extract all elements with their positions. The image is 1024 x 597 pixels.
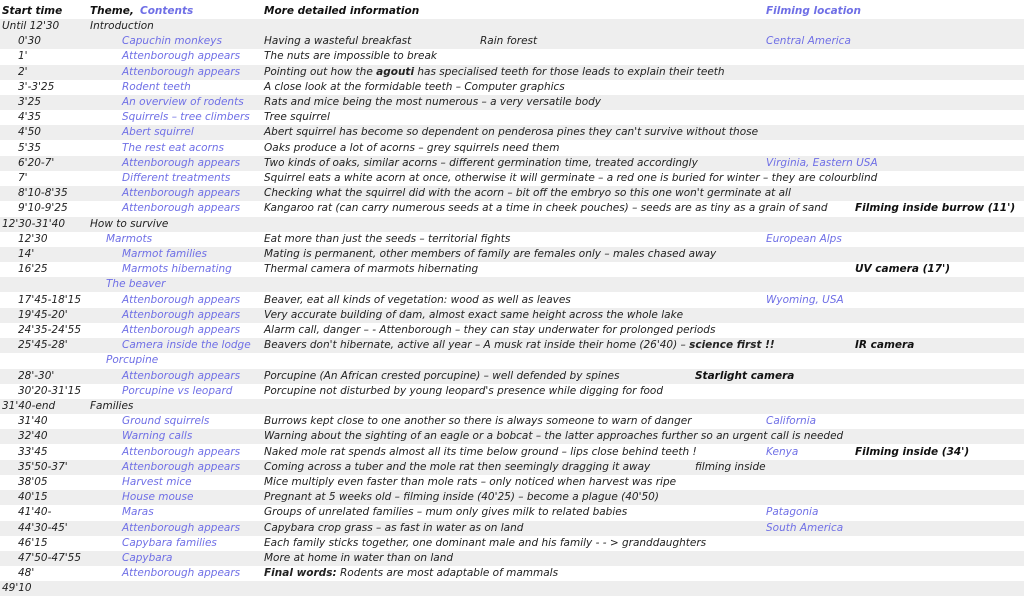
theme-cell: Attenborough appears	[122, 156, 241, 169]
theme-cell: Capuchin monkeys	[122, 35, 222, 48]
info-cell: Beaver, eat all kinds of vegetation: wood as well as leaves	[264, 293, 571, 306]
header-info: More detailed information	[264, 5, 420, 17]
table-row	[0, 49, 1024, 64]
info-text: Beavers don't hibernate, active all year – A musk rat inside their home (26'40) –	[264, 339, 690, 352]
start-time: 44'30-45'	[18, 521, 68, 534]
theme-cell: Capybara	[122, 552, 173, 564]
info-cell: Abert squirrel has become so dependent on penderosa pines they can't survive without those	[264, 126, 759, 139]
extra-note: Filming inside (34')	[855, 445, 970, 458]
theme-cell: Marmots hibernating	[122, 263, 232, 276]
info-cell: Coming across a tuber and the mole rat then seemingly dragging it away	[264, 460, 651, 473]
theme-cell: Marmots	[106, 232, 153, 245]
theme-cell: House mouse	[122, 491, 194, 504]
start-time: 33'45	[18, 445, 48, 458]
filming-location: Virginia, Eastern USA	[766, 156, 878, 169]
start-time: 30'20-31'15	[18, 384, 82, 397]
table-row	[0, 65, 1024, 80]
theme-cell: Harvest mice	[122, 476, 192, 488]
section-title: Families	[90, 400, 134, 412]
info-text: has specialised teeth for those leads to explain their teeth	[414, 65, 725, 78]
start-time: 38'05	[18, 476, 48, 488]
start-time: 8'10-8'35	[18, 187, 68, 200]
info-cell: Porcupine (An African crested porcupine) – well defended by spines	[264, 369, 620, 382]
table-row	[0, 110, 1024, 125]
info-cell: Oaks produce a lot of acorns – grey squirrels need them	[264, 141, 560, 154]
table-row	[0, 566, 1024, 581]
theme-cell: Maras	[122, 506, 154, 519]
table-row	[0, 277, 1024, 292]
theme-cell: Squirrels – tree climbers	[122, 111, 250, 124]
start-time: 5'35	[18, 141, 41, 154]
table-row	[0, 156, 1024, 171]
filming-location: Central America	[766, 35, 851, 48]
info-cell	[264, 66, 725, 79]
section-title: How to survive	[90, 217, 169, 230]
extra-note: IR camera	[855, 339, 915, 352]
theme-cell: Porcupine vs leopard	[122, 384, 233, 397]
theme-cell: Attenborough appears	[122, 369, 241, 382]
table-row	[0, 384, 1024, 399]
table-row	[0, 80, 1024, 95]
start-time: 28'-30'	[18, 369, 55, 382]
table-row	[0, 505, 1024, 520]
table-row	[0, 34, 1024, 49]
start-time: 12'30	[18, 232, 48, 245]
info-cell: Tree squirrel	[264, 111, 330, 124]
info-cell: Mating is permanent, other members of family are females only – males chased away	[264, 248, 717, 260]
table-row	[0, 95, 1024, 110]
start-time: 47'50-47'55	[18, 552, 82, 564]
start-time: 31'40	[18, 415, 48, 428]
table-row	[0, 353, 1024, 368]
start-time: 31'40-end	[2, 400, 56, 412]
start-time: 12'30-31'40	[2, 217, 66, 230]
info-cell: Alarm call, danger – - Attenborough – they can stay underwater for prolonged periods	[264, 324, 716, 336]
info-cell: Squirrel eats a white acorn at once, otherwise it will germinate – a red one is buried for winter – they are colourblind	[264, 172, 878, 184]
header-contents: Contents	[140, 5, 194, 17]
extra-note: filming inside	[695, 460, 766, 473]
start-time: 3'25	[18, 96, 41, 108]
info-cell: The nuts are impossible to break	[264, 50, 437, 63]
start-time: 4'35	[18, 111, 41, 124]
info-text: Pointing out how the	[264, 65, 377, 78]
info-cell: Each family sticks together, one dominant male and his family - - > granddaughters	[264, 536, 707, 549]
filming-location: Patagonia	[766, 506, 819, 519]
info-cell	[264, 567, 558, 580]
start-time: 16'25	[18, 263, 48, 276]
info-cell: Porcupine not disturbed by young leopard's presence while digging for food	[264, 384, 664, 397]
info-cell: Rats and mice being the most numerous – a very versatile body	[264, 96, 602, 108]
start-time: 48'	[18, 567, 35, 580]
filming-location: California	[766, 415, 817, 428]
start-time: 24'35-24'55	[18, 324, 82, 336]
start-time: 25'45-28'	[18, 339, 68, 352]
info-cell: Burrows kept close to one another so there is always someone to warn of danger	[264, 415, 692, 428]
filming-location: South America	[766, 521, 844, 534]
theme-cell: Ground squirrels	[122, 415, 210, 428]
info-cell: Warning about the sighting of an eagle or a bobcat – the latter approaches further so an urgent call is needed	[264, 430, 844, 443]
start-time: 17'45-18'15	[18, 293, 82, 306]
info-cell: Thermal camera of marmots hibernating	[264, 263, 479, 276]
theme-cell: Rodent teeth	[122, 80, 191, 93]
theme-cell: Warning calls	[122, 430, 193, 443]
header-location: Filming location	[766, 5, 861, 17]
theme-cell: Attenborough appears	[122, 65, 241, 78]
table-row	[0, 581, 1024, 596]
table-row	[0, 414, 1024, 429]
start-time: 35'50-37'	[18, 460, 68, 473]
theme-cell: Attenborough appears	[122, 50, 241, 63]
table-row	[0, 338, 1024, 353]
start-time: 2'	[18, 65, 28, 78]
info-cell	[264, 339, 775, 352]
info-cell: Pregnant at 5 weeks old – filming inside (40'25) – become a plague (40'50)	[264, 491, 659, 504]
info-cell: Checking what the squirrel did with the acorn – bit off the embryo so this one won't germinate at all	[264, 187, 791, 200]
section-title: Introduction	[90, 20, 154, 32]
info-emphasis: science first !!	[689, 339, 775, 352]
theme-cell: Attenborough appears	[122, 567, 241, 580]
theme-cell: Attenborough appears	[122, 293, 241, 306]
table-row	[0, 521, 1024, 536]
start-time: 49'10	[2, 582, 32, 595]
info-cell: Naked mole rat spends almost all its time below ground – lips close behind teeth !	[264, 445, 697, 458]
table-row	[0, 247, 1024, 262]
start-time: Until 12'30	[2, 20, 60, 32]
start-time: 14'	[18, 248, 35, 260]
theme-cell: Attenborough appears	[122, 460, 241, 473]
theme-cell: Attenborough appears	[122, 324, 241, 336]
table-row	[0, 490, 1024, 505]
start-time: 32'40	[18, 430, 48, 443]
filming-location: European Alps	[766, 232, 842, 245]
table-row	[0, 262, 1024, 277]
theme-cell: Attenborough appears	[122, 187, 241, 200]
info-cell: Mice multiply even faster than mole rats – only noticed when harvest was ripe	[264, 476, 677, 488]
table-header	[0, 4, 1024, 19]
theme-cell: Attenborough appears	[122, 445, 241, 458]
section-row	[0, 19, 1024, 34]
table-row	[0, 186, 1024, 201]
table-row	[0, 429, 1024, 444]
info-emphasis: Final words:	[264, 567, 337, 580]
theme-cell: Camera inside the lodge	[122, 339, 251, 352]
start-time: 3'-3'25	[18, 80, 55, 93]
info-emphasis: agouti	[376, 65, 415, 78]
start-time: 9'10-9'25	[18, 202, 68, 215]
table-row	[0, 369, 1024, 384]
theme-cell: Porcupine	[106, 354, 159, 367]
start-time: 1'	[18, 50, 28, 63]
start-time: 0'30	[18, 35, 41, 48]
start-time: 19'45-20'	[18, 308, 68, 321]
start-time: 7'	[18, 172, 28, 184]
theme-cell: Different treatments	[122, 172, 231, 184]
theme-cell: The rest eat acorns	[122, 141, 224, 154]
theme-cell: Attenborough appears	[122, 202, 241, 215]
table-row	[0, 171, 1024, 186]
start-time: 41'40-	[18, 506, 52, 519]
info-cell: Two kinds of oaks, similar acorns – different germination time, treated accordingly	[264, 156, 698, 169]
info-cell: A close look at the formidable teeth – Computer graphics	[264, 80, 565, 93]
table-row	[0, 323, 1024, 338]
theme-cell: Abert squirrel	[122, 126, 194, 139]
extra-note: Starlight camera	[695, 369, 795, 382]
table-row	[0, 232, 1024, 247]
table-row	[0, 460, 1024, 475]
theme-cell: Marmot families	[122, 248, 207, 260]
table-row	[0, 551, 1024, 566]
extra-note: Filming inside burrow (11')	[855, 202, 1016, 215]
info-cell: Kangaroo rat (can carry numerous seeds at a time in cheek pouches) – seeds are as tiny as a grain of sand	[264, 202, 828, 215]
start-time: 6'20-7'	[18, 156, 55, 169]
table-row	[0, 293, 1024, 308]
info-cell: Having a wasteful breakfast	[264, 35, 412, 48]
theme-cell: The beaver	[106, 278, 166, 291]
start-time: 4'50	[18, 126, 41, 139]
table-row	[0, 201, 1024, 216]
extra-note: Rain forest	[480, 35, 538, 48]
extra-note: UV camera (17')	[855, 263, 951, 276]
info-cell: Very accurate building of dam, almost exact same height across the whole lake	[264, 308, 684, 321]
info-cell: Capybara crop grass – as fast in water as on land	[264, 521, 524, 534]
start-time: 46'15	[18, 536, 48, 549]
table-row	[0, 125, 1024, 140]
filming-location: Kenya	[766, 445, 799, 458]
filming-location: Wyoming, USA	[766, 293, 844, 306]
section-row	[0, 217, 1024, 232]
header-theme: Theme,	[90, 5, 134, 17]
theme-cell: Attenborough appears	[122, 521, 241, 534]
header-start-time: Start time	[2, 5, 63, 17]
table-row	[0, 475, 1024, 490]
info-cell: Eat more than just the seeds – territorial fights	[264, 232, 511, 245]
info-text: Rodents are most adaptable of mammals	[336, 567, 559, 580]
theme-cell: Capybara families	[122, 536, 217, 549]
table-row	[0, 141, 1024, 156]
table-row	[0, 536, 1024, 551]
info-cell: Groups of unrelated families – mum only gives milk to related babies	[264, 506, 628, 519]
table-row	[0, 445, 1024, 460]
theme-cell: An overview of rodents	[122, 96, 244, 108]
section-row	[0, 399, 1024, 414]
table-row	[0, 308, 1024, 323]
theme-cell: Attenborough appears	[122, 308, 241, 321]
start-time: 40'15	[18, 491, 48, 504]
info-cell: More at home in water than on land	[264, 552, 454, 564]
